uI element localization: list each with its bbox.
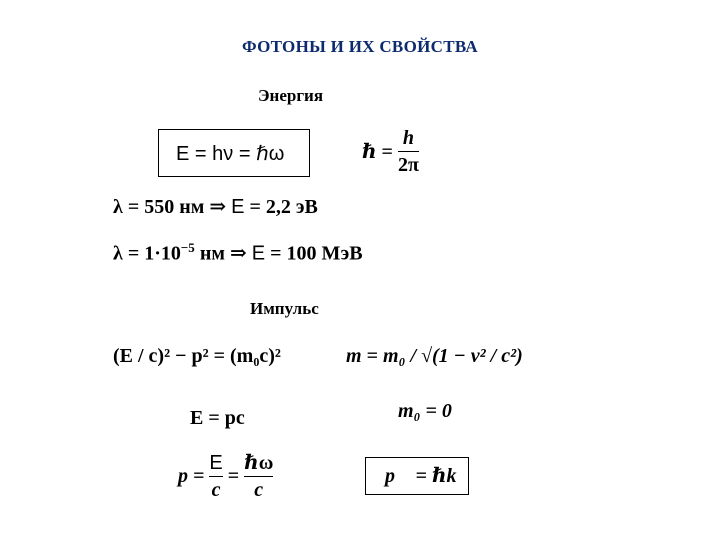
- denominator-c: c: [211, 479, 221, 501]
- example1-value: = 2,2 эВ: [249, 196, 318, 218]
- equals-sign: =: [227, 465, 240, 487]
- energy-momentum-invariant: (E / c)² − p² = (m₀c)²: [113, 345, 281, 367]
- energy-heading: Энергия: [258, 86, 324, 105]
- implies-arrow: ⇒: [229, 242, 247, 265]
- example-550nm: [113, 194, 318, 219]
- energy-equals-pc: E = pc: [190, 407, 245, 429]
- momentum-fraction-formula: [178, 452, 273, 501]
- example1-E: E: [231, 196, 245, 218]
- hbar-lhs: ℏ =: [362, 141, 393, 163]
- fraction-line: [398, 151, 419, 152]
- p-lhs: p =: [178, 465, 205, 487]
- example-1e-5nm: [113, 240, 363, 266]
- example2-value: = 100 МэВ: [270, 242, 363, 265]
- fraction-hbar-omega-over-c: [244, 452, 273, 501]
- relativistic-mass-formula: m = m₀ / √(1 − v² / c²): [346, 345, 523, 367]
- hbar-denominator: 2π: [397, 154, 419, 176]
- example2-lambda: λ = 1·10: [113, 242, 181, 265]
- example2-exponent: −5: [180, 240, 195, 255]
- example2-E: E: [251, 242, 266, 265]
- numerator-E: E: [209, 452, 223, 474]
- momentum-vector-formula: p⃗ = ℏk⃗: [385, 465, 473, 487]
- energy-formula: E = hν = ℏω: [176, 143, 285, 165]
- fraction-E-over-c: [209, 452, 222, 501]
- fraction-line: [209, 476, 222, 477]
- fraction-line: [244, 476, 273, 477]
- rest-mass-zero: m₀ = 0: [398, 400, 452, 422]
- hbar-definition: [362, 127, 419, 176]
- hbar-numerator: h: [402, 127, 414, 149]
- page-title: ФОТОНЫ И ИХ СВОЙСТВА: [242, 37, 478, 56]
- example1-lambda: λ = 550 нм: [113, 196, 205, 218]
- hbar-fraction: [398, 127, 419, 176]
- numerator-hbar-omega: ℏω: [244, 452, 274, 474]
- denominator-c2: c: [254, 479, 264, 501]
- implies-arrow: ⇒: [209, 196, 227, 218]
- example2-unit: нм: [199, 242, 225, 265]
- momentum-heading: Импульс: [250, 299, 319, 318]
